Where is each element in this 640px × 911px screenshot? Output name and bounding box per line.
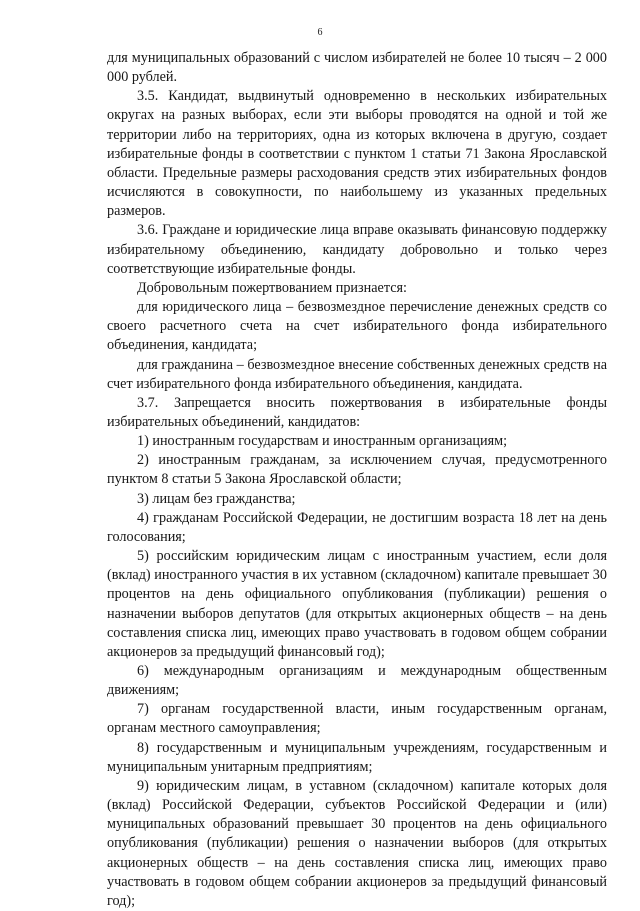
paragraph: 3.7. Запрещается вносить пожертвования в избирательные фонды избирательных объединений, кандидатов: bbox=[107, 394, 607, 430]
paragraph: для гражданина – безвозмездное внесение собственных денежных средств на счет избирательного фонда избирательного объединения, кандидата. bbox=[107, 356, 607, 392]
list-item: 2) иностранным гражданам, за исключением случая, предусмотренного пунктом 8 статьи 5 Закона Ярославской области; bbox=[107, 452, 607, 488]
list-item: 3) лицам без гражданства; bbox=[137, 490, 296, 507]
list-item: 1) иностранным государствам и иностранным организациям; bbox=[137, 433, 508, 450]
list-item: 8) государственным и муниципальным учреждениям, государственным и муниципальным унитарным предприятиям; bbox=[107, 739, 607, 775]
paragraph: 3.6. Граждане и юридические лица вправе оказывать финансовую поддержку избирательному объединению, кандидату добровольно и только через соответствующие избирательные фонды. bbox=[107, 222, 607, 277]
paragraph: 3.5. Кандидат, выдвинутый одновременно в нескольких избирательных округах на разных выборах, если эти выборы проводятся на одной и той же территории либо на территориях, одна из которых включена в другую, создает избирательные фонды в соответствии с пунктом 1 статьи 71 Закона Ярославской области. Предельные размеры расходования средств этих избирательных фондов исчисляются в совокупности, по наибольшему из указанных предельных размеров. bbox=[107, 88, 607, 220]
paragraph: для муниципальных образований с числом избирателей не более 10 тысяч – 2 000 000 рублей. bbox=[107, 50, 607, 86]
paragraph: Добровольным пожертвованием признается: bbox=[137, 279, 407, 296]
list-item: 7) органам государственной власти, иным государственным органам, органам местного самоуправления; bbox=[107, 701, 607, 737]
page-number: 6 bbox=[317, 27, 323, 38]
list-item: 4) гражданам Российской Федерации, не достигшим возраста 18 лет на день голосования; bbox=[107, 509, 607, 545]
document-body bbox=[107, 49, 607, 911]
list-item: 5) российским юридическим лицам с иностранным участием, если доля (вклад) иностранного участия в их уставном (складочном) капитале превышает 30 процентов на день официального опубликования (публикации) решения о назначении выборов депутатов (для открытых акционерных обществ – на день составления списка лиц, имеющих право участвовать в годовом общем собрании акционеров за предыдущий финансовый год); bbox=[107, 548, 607, 660]
list-item: 9) юридическим лицам, в уставном (складочном) капитале которых доля (вклад) Российской Федерации, субъектов Российской Федерации и (или) муниципальных образований превышает 30 процентов на день официального опубликования (публикации) решения о назначении выборов (для открытых акционерных обществ – на день составления списка лиц, имеющих право участвовать в годовом общем собрании акционеров за предыдущий финансовый год); bbox=[107, 777, 607, 909]
list-item: 6) международным организациям и международным общественным движениям; bbox=[107, 663, 607, 699]
paragraph: для юридического лица – безвозмездное перечисление денежных средств со своего расчетного счета на счет избирательного фонда избирательного объединения, кандидата; bbox=[107, 299, 607, 354]
